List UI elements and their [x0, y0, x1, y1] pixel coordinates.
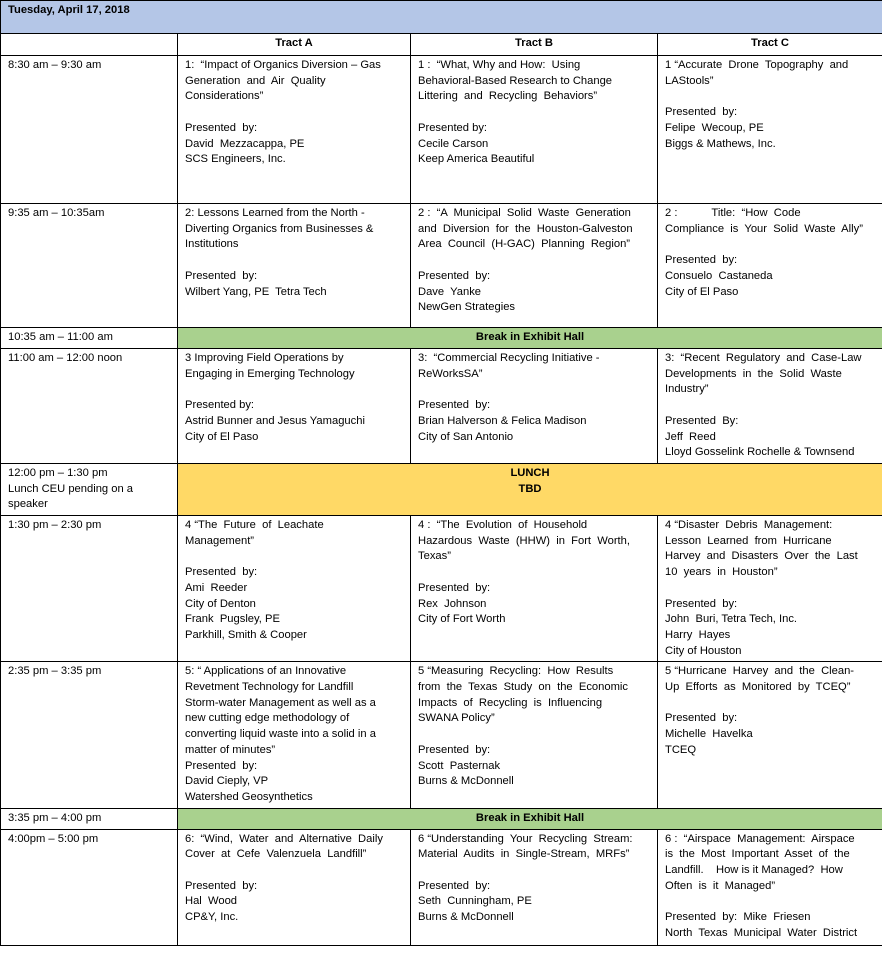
session-tract-a-line: Presented by: — [185, 269, 258, 282]
session-tract-c-line: City of Houston — [665, 644, 742, 657]
session-tract-c-line: Lesson Learned from Hurricane — [665, 534, 832, 547]
session-tract-b-line: Rex Johnson — [418, 597, 487, 610]
session-row — [1, 516, 882, 662]
session-row — [1, 56, 882, 204]
session-tract-a — [178, 56, 411, 204]
session-tract-b-line — [418, 863, 650, 879]
session-tract-a-line: Diverting Organics from Businesses & — [185, 222, 374, 235]
session-tract-a — [178, 516, 411, 662]
session-tract-a-line: new cutting edge methodology of — [185, 712, 350, 725]
session-tract-b — [411, 349, 658, 464]
session-tract-c-line: 2 : Title: “How Code — [665, 207, 801, 219]
session-tract-a-line: Presented by: — [185, 566, 258, 579]
session-tract-b-line: SWANA Policy” — [418, 712, 495, 725]
session-tract-c-line — [665, 894, 875, 910]
session-tract-c-line — [665, 398, 875, 414]
session-tract-a-line: SCS Engineers, Inc. — [185, 153, 286, 166]
header-tract-b: Tract B — [411, 34, 658, 56]
session-tract-b-line: Keep America Beautiful — [418, 153, 535, 166]
session-tract-c-line — [665, 581, 875, 597]
session-tract-b-line: Impacts of Recycling is Influencing — [418, 696, 603, 709]
session-tract-a-line — [185, 105, 403, 121]
session-tract-a-line: Presented by: — [185, 759, 258, 772]
session-tract-c-line: Jeff Reed — [665, 430, 716, 443]
session-tract-b-line: 5 “Measuring Recycling: How Results — [418, 665, 614, 678]
session-tract-c — [658, 829, 882, 945]
session-tract-a-line: 3 Improving Field Operations by — [185, 352, 344, 364]
session-tract-c-line: 4 “Disaster Debris Management: — [665, 519, 833, 532]
session-tract-b-line: Cecile Carson — [418, 137, 489, 150]
session-tract-b-line: Material Audits in Single-Stream, MRFs” — [418, 848, 630, 861]
session-tract-a — [178, 662, 411, 808]
session-tract-a-line: City of Denton — [185, 597, 256, 610]
session-tract-c — [658, 516, 882, 662]
session-tract-a-line: Presented by: — [185, 121, 258, 134]
session-tract-a-line: 5: “ Applications of an Innovative — [185, 665, 347, 678]
session-tract-c-line — [665, 89, 875, 105]
session-tract-b-line — [418, 565, 650, 581]
session-tract-b-line: from the Texas Study on the Economic — [418, 681, 628, 694]
time-cell — [1, 204, 178, 328]
session-tract-c-line: Industry” — [665, 383, 709, 396]
session-tract-b-line: Presented by: — [418, 121, 488, 134]
session-tract-b-line: 2 : “A Municipal Solid Waste Generation — [418, 207, 631, 219]
session-tract-c — [658, 56, 882, 204]
session-tract-c-line: Michelle Havelka — [665, 728, 753, 741]
session-tract-a-line: matter of minutes” — [185, 743, 276, 756]
session-tract-b-line: Hazardous Waste (HHW) in Fort Worth, — [418, 534, 630, 547]
session-tract-b-line — [418, 382, 650, 398]
session-tract-a-line: David Mezzacappa, PE — [185, 137, 305, 150]
session-tract-b-line: Burns & McDonnell — [418, 775, 514, 788]
session-tract-a — [178, 349, 411, 464]
session-tract-a-line: Engaging in Emerging Technology — [185, 367, 355, 380]
time-cell — [1, 829, 178, 945]
session-tract-c-line: Presented By: — [665, 414, 739, 427]
session-tract-b-line: 4 : “The Evolution of Household — [418, 519, 588, 532]
session-tract-b-line — [418, 253, 650, 269]
session-tract-c-line: 3: “Recent Regulatory and Case-Law — [665, 352, 862, 364]
session-tract-b-line: Scott Pasternak — [418, 759, 501, 772]
session-tract-b-line: 3: “Commercial Recycling Initiative - — [418, 352, 600, 364]
session-tract-c-line: Biggs & Mathews, Inc. — [665, 137, 776, 150]
session-tract-a-line: Institutions — [185, 238, 239, 251]
session-tract-a-line: 2: Lessons Learned from the North - — [185, 207, 365, 219]
session-tract-a-line: Generation and Air Quality — [185, 74, 326, 87]
session-tract-c-line: Harvey and Disasters Over the Last — [665, 550, 858, 563]
break-cell: Break in Exhibit Hall — [178, 328, 882, 349]
session-tract-c-line: Developments in the Solid Waste — [665, 367, 842, 380]
session-tract-c-line: 5 “Hurricane Harvey and the Clean- — [665, 665, 855, 678]
lunch-cell-line: TBD — [518, 482, 542, 495]
session-tract-b — [411, 56, 658, 204]
session-tract-a-line — [185, 549, 403, 565]
session-tract-a-line: Considerations” — [185, 90, 264, 103]
break-cell: Break in Exhibit Hall — [178, 808, 882, 829]
time-cell-line: 11:00 am – 12:00 noon — [8, 352, 123, 364]
session-tract-c-line: Compliance is Your Solid Waste Ally” — [665, 222, 863, 235]
time-cell-line: 9:35 am – 10:35am — [8, 207, 105, 219]
session-tract-b — [411, 662, 658, 808]
time-cell-line: 8:30 am – 9:30 am — [8, 59, 102, 71]
session-row — [1, 662, 882, 808]
session-tract-a — [178, 829, 411, 945]
time-cell-line: speaker — [8, 498, 48, 511]
session-tract-a-line — [185, 863, 403, 879]
session-tract-a-line: Hal Wood — [185, 895, 238, 908]
session-tract-a-line: CP&Y, Inc. — [185, 911, 239, 924]
session-tract-c-line: is the Most Important Asset of the — [665, 848, 850, 861]
session-tract-c-line: 6 : “Airspace Management: Airspace — [665, 832, 855, 845]
session-tract-a-line: converting liquid waste into a solid in a — [185, 728, 376, 741]
session-tract-b — [411, 516, 658, 662]
session-tract-c-line — [665, 696, 875, 712]
session-tract-c — [658, 349, 882, 464]
session-tract-a-line: Wilbert Yang, PE Tetra Tech — [185, 285, 327, 298]
time-cell — [1, 808, 178, 829]
session-tract-b-line: Presented by: — [418, 399, 491, 412]
session-tract-c-line: Presented by: — [665, 597, 738, 610]
session-tract-c-line: Presented by: — [665, 106, 738, 119]
time-cell-line: 12:00 pm – 1:30 pm — [8, 466, 108, 479]
session-tract-b-line: Presented by: — [418, 879, 491, 892]
session-tract-a-line: Parkhill, Smith & Cooper — [185, 628, 307, 641]
session-tract-b-line: Burns & McDonnell — [418, 911, 514, 924]
day-title: Tuesday, April 17, 2018 — [1, 1, 882, 34]
break-row — [1, 328, 882, 349]
schedule-body — [1, 1, 882, 946]
session-tract-b — [411, 204, 658, 328]
time-cell — [1, 463, 178, 515]
session-tract-b-line: Behavioral-Based Research to Change — [418, 74, 613, 87]
session-tract-c-line: Harry Hayes — [665, 628, 731, 641]
session-tract-b-line: Dave Yanke — [418, 285, 482, 298]
session-tract-c-line: Presented by: — [665, 254, 738, 267]
session-tract-b-line — [418, 105, 650, 121]
session-tract-c-line: Felipe Wecoup, PE — [665, 121, 764, 134]
session-tract-a-line: 4 “The Future of Leachate — [185, 519, 324, 532]
time-cell-line: 10:35 am – 11:00 am — [8, 331, 113, 343]
session-tract-b-line: Presented by: — [418, 269, 491, 282]
session-tract-b-line: City of San Antonio — [418, 430, 514, 443]
session-tract-b-line: and Diversion for the Houston-Galveston — [418, 222, 633, 235]
session-tract-c-line: Presented by: Mike Friesen — [665, 911, 811, 924]
session-tract-c-line: Presented by: — [665, 712, 738, 725]
session-tract-c-line: Often is it Managed” — [665, 879, 776, 892]
session-tract-b-line: City of Fort Worth — [418, 613, 506, 626]
lunch-row — [1, 463, 882, 515]
session-tract-a-line: Frank Pugsley, PE — [185, 613, 280, 626]
time-cell — [1, 56, 178, 204]
time-cell — [1, 662, 178, 808]
session-tract-a-line: Presented by: — [185, 879, 258, 892]
session-tract-a-line: David Cieply, VP — [185, 775, 269, 788]
session-tract-c-line: TCEQ — [665, 743, 697, 756]
time-cell-line: 4:00pm – 5:00 pm — [8, 832, 99, 845]
session-tract-c-line: City of El Paso — [665, 285, 739, 298]
session-tract-a-line: Ami Reeder — [185, 581, 248, 594]
session-tract-c-line: 1 “Accurate Drone Topography and — [665, 59, 849, 71]
time-cell-line: 2:35 pm – 3:35 pm — [8, 665, 102, 678]
session-tract-b — [411, 829, 658, 945]
session-tract-a-line: Presented by: — [185, 399, 255, 412]
session-tract-a-line: Management” — [185, 534, 255, 547]
title-row — [1, 1, 882, 34]
session-tract-a — [178, 204, 411, 328]
time-cell-line: 1:30 pm – 2:30 pm — [8, 519, 102, 532]
session-tract-a-line: Cover at Cefe Valenzuela Landfill” — [185, 848, 367, 861]
session-tract-c-line: 10 years in Houston” — [665, 566, 778, 579]
session-tract-a-line — [185, 253, 403, 269]
session-tract-b-line: ReWorksSA” — [418, 367, 483, 380]
session-tract-b-line: Littering and Recycling Behaviors” — [418, 90, 598, 103]
session-tract-c-line: Up Efforts as Monitored by TCEQ” — [665, 681, 851, 694]
session-tract-a-line — [185, 382, 403, 398]
session-tract-a-line: City of El Paso — [185, 430, 259, 443]
break-row — [1, 808, 882, 829]
time-cell-line: 3:35 pm – 4:00 pm — [8, 811, 102, 824]
lunch-cell-line: LUNCH — [510, 466, 550, 479]
session-tract-b-line: Area Council (H-GAC) Planning Region” — [418, 238, 631, 251]
session-tract-a-line: Astrid Bunner and Jesus Yamaguchi — [185, 414, 365, 427]
session-tract-c-line: Consuelo Castaneda — [665, 269, 773, 282]
session-tract-a-line: 6: “Wind, Water and Alternative Daily — [185, 832, 383, 845]
session-tract-b-line — [418, 727, 650, 743]
session-tract-c-line: LAStools” — [665, 74, 714, 87]
session-tract-b-line: Seth Cunningham, PE — [418, 895, 532, 908]
session-tract-b-line: NewGen Strategies — [418, 301, 516, 314]
session-tract-b-line: Texas” — [418, 550, 451, 563]
header-time — [1, 34, 178, 56]
lunch-cell — [178, 463, 882, 515]
header-row — [1, 34, 882, 56]
session-tract-a-line: Watershed Geosynthetics — [185, 790, 313, 803]
session-tract-b-line: Presented by: — [418, 581, 491, 594]
session-row — [1, 349, 882, 464]
session-row — [1, 204, 882, 328]
session-tract-b-line: 6 “Understanding Your Recycling Stream: — [418, 832, 633, 845]
session-tract-a-line: 1: “Impact of Organics Diversion – Gas — [185, 59, 381, 71]
session-tract-c — [658, 662, 882, 808]
header-tract-a: Tract A — [178, 34, 411, 56]
time-cell — [1, 349, 178, 464]
session-tract-b-line: 1 : “What, Why and How: Using — [418, 59, 581, 71]
header-tract-c: Tract C — [658, 34, 882, 56]
session-tract-c-line: John Buri, Tetra Tech, Inc. — [665, 613, 798, 626]
session-tract-c-line — [665, 237, 875, 253]
session-tract-c-line: North Texas Municipal Water District — [665, 926, 858, 939]
time-cell — [1, 328, 178, 349]
time-cell-line: Lunch CEU pending on a — [8, 482, 134, 495]
session-tract-b-line: Brian Halverson & Felica Madison — [418, 414, 587, 427]
session-tract-b-line: Presented by: — [418, 743, 491, 756]
session-tract-c-line: Landfill. How is it Managed? How — [665, 864, 843, 877]
session-row — [1, 829, 882, 945]
session-tract-a-line: Revetment Technology for Landfill — [185, 681, 354, 694]
session-tract-a-line: Storm-water Management as well as a — [185, 696, 376, 709]
time-cell — [1, 516, 178, 662]
session-tract-c-line: Lloyd Gosselink Rochelle & Townsend — [665, 446, 855, 459]
session-tract-c — [658, 204, 882, 328]
